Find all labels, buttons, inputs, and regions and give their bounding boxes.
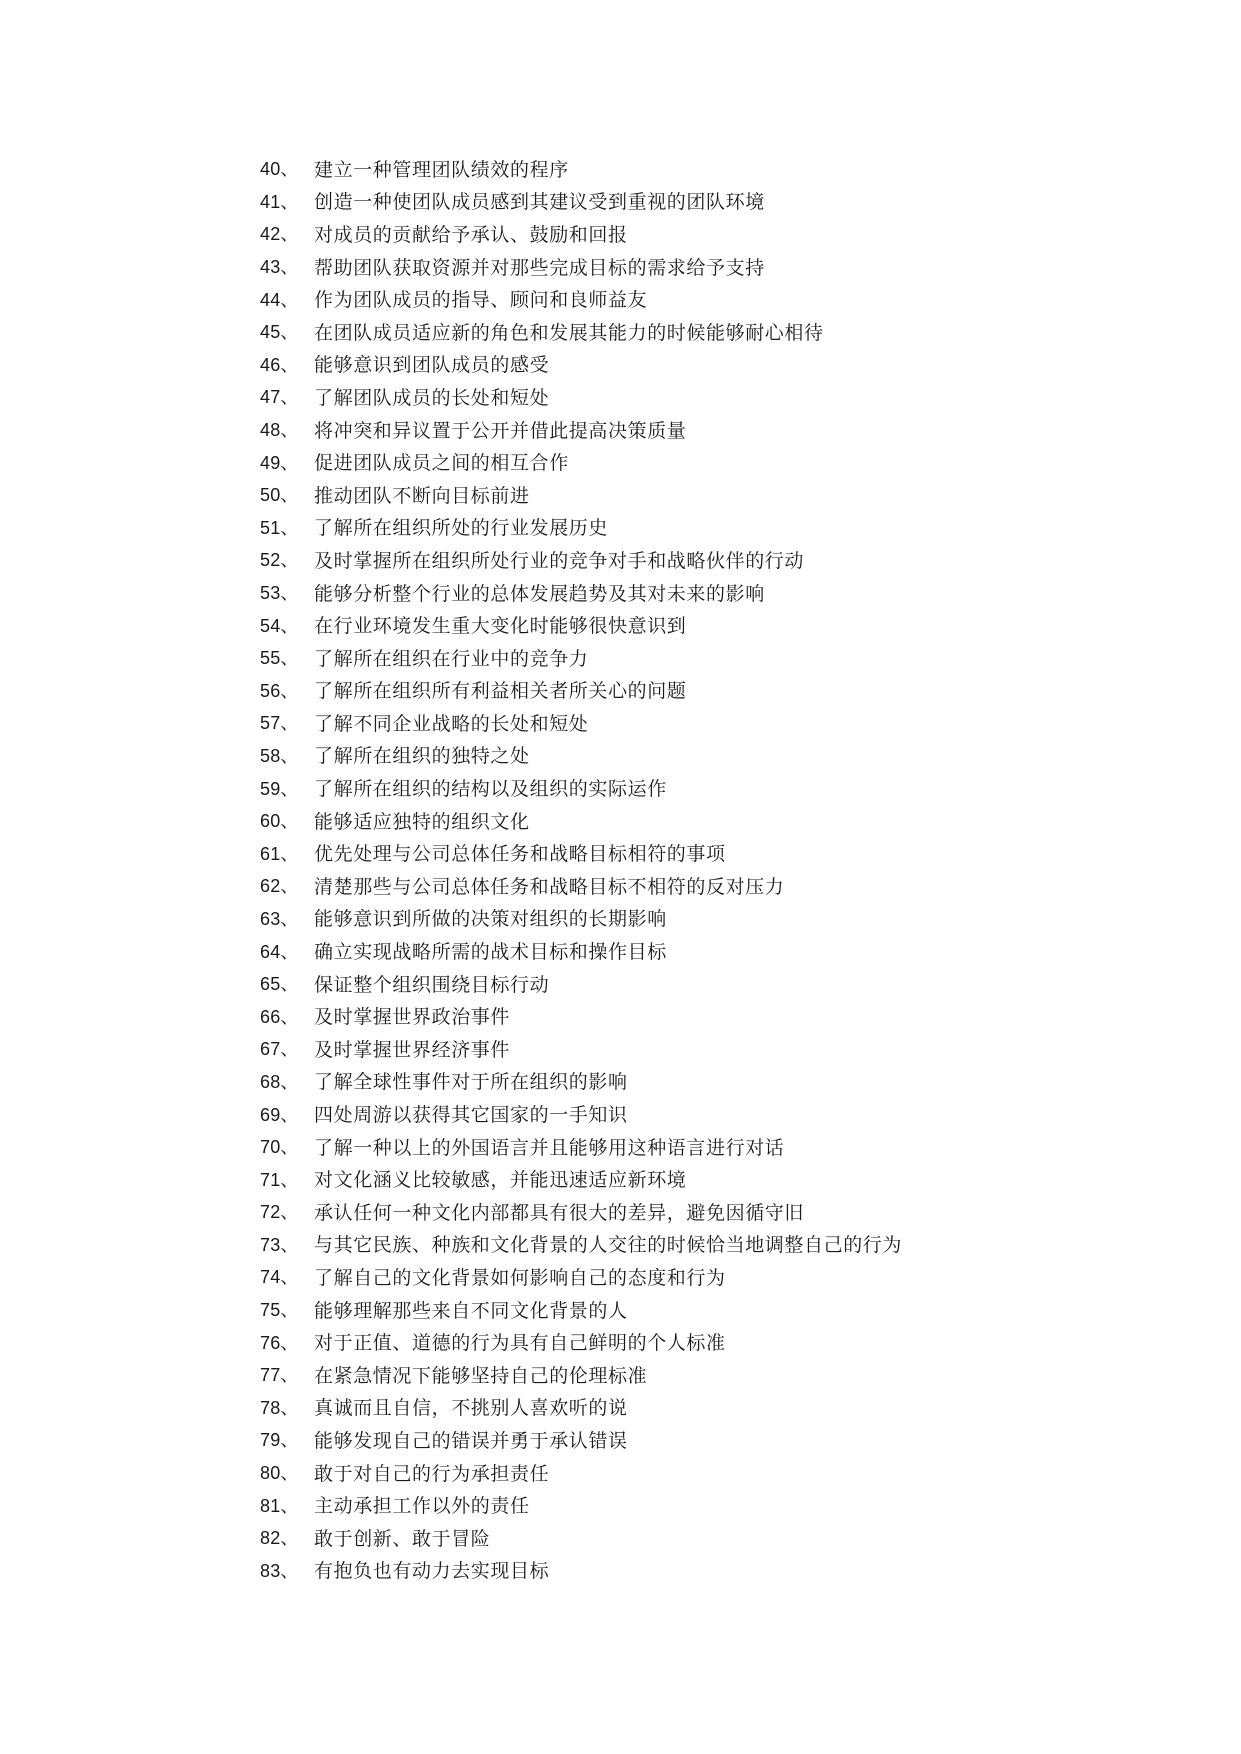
item-number: 59、 [260, 778, 299, 799]
item-text: 了解一种以上的外国语言并且能够用这种语言进行对话 [314, 1136, 785, 1159]
list-item [260, 1130, 1160, 1163]
list-item [260, 967, 1160, 1000]
item-number: 80、 [260, 1463, 299, 1484]
list-item [260, 1391, 1160, 1424]
list-item [260, 1032, 1160, 1065]
item-number: 68、 [260, 1071, 299, 1092]
list-item [260, 348, 1160, 381]
list-item [260, 1065, 1160, 1098]
item-number: 40、 [260, 159, 299, 180]
item-number: 48、 [260, 420, 299, 441]
list-item [260, 543, 1160, 576]
item-text: 能够适应独特的组织文化 [314, 810, 530, 833]
item-text: 能够理解那些来自不同文化背景的人 [314, 1299, 628, 1322]
item-number: 67、 [260, 1039, 299, 1060]
list-item [260, 413, 1160, 446]
item-number: 78、 [260, 1397, 299, 1418]
item-text: 与其它民族、种族和文化背景的人交往的时候恰当地调整自己的行为 [314, 1234, 903, 1257]
list-item [260, 1456, 1160, 1489]
item-text: 在团队成员适应新的角色和发展其能力的时候能够耐心相待 [314, 321, 824, 344]
item-number: 60、 [260, 811, 299, 832]
list-item [260, 836, 1160, 869]
item-text: 推动团队不断向目标前进 [314, 484, 530, 507]
item-number: 46、 [260, 354, 299, 375]
list-item [260, 1325, 1160, 1358]
item-number: 50、 [260, 485, 299, 506]
item-text: 了解自己的文化背景如何影响自己的态度和行为 [314, 1266, 726, 1289]
item-text: 敢于创新、敢于冒险 [314, 1527, 491, 1550]
item-number: 83、 [260, 1560, 299, 1581]
item-number: 58、 [260, 745, 299, 766]
item-text: 确立实现战略所需的战术目标和操作目标 [314, 941, 667, 964]
item-text: 在紧急情况下能够坚持自己的伦理标准 [314, 1364, 648, 1387]
item-text: 建立一种管理团队绩效的程序 [314, 158, 569, 181]
item-text: 在行业环境发生重大变化时能够很快意识到 [314, 615, 687, 638]
item-number: 45、 [260, 322, 299, 343]
list-item [260, 999, 1160, 1032]
item-number: 79、 [260, 1430, 299, 1451]
item-number: 49、 [260, 452, 299, 473]
list-item [260, 934, 1160, 967]
list-item [260, 771, 1160, 804]
list-item [260, 608, 1160, 641]
item-number: 52、 [260, 550, 299, 571]
item-number: 82、 [260, 1528, 299, 1549]
list-item [260, 1195, 1160, 1228]
list-item [260, 250, 1160, 283]
list-item [260, 1097, 1160, 1130]
list-item [260, 217, 1160, 250]
list-item [260, 511, 1160, 544]
item-number: 56、 [260, 680, 299, 701]
item-number: 77、 [260, 1365, 299, 1386]
item-number: 71、 [260, 1169, 299, 1190]
item-number: 55、 [260, 648, 299, 669]
list-item [260, 1423, 1160, 1456]
list-item [260, 445, 1160, 478]
list-item [260, 739, 1160, 772]
item-text: 能够发现自己的错误并勇于承认错误 [314, 1429, 628, 1452]
list-item [260, 315, 1160, 348]
item-text: 保证整个组织围绕目标行动 [314, 973, 550, 996]
item-text: 作为团队成员的指导、顾问和良师益友 [314, 289, 648, 312]
item-text: 促进团队成员之间的相互合作 [314, 452, 569, 475]
item-number: 81、 [260, 1495, 299, 1516]
item-number: 61、 [260, 843, 299, 864]
list-item [260, 380, 1160, 413]
list-item [260, 282, 1160, 315]
item-text: 主动承担工作以外的责任 [314, 1495, 530, 1518]
item-number: 73、 [260, 1234, 299, 1255]
item-text: 了解团队成员的长处和短处 [314, 386, 550, 409]
list-item [260, 804, 1160, 837]
item-text: 敢于对自己的行为承担责任 [314, 1462, 550, 1485]
item-number: 72、 [260, 1202, 299, 1223]
numbered-list [260, 152, 1160, 1586]
item-number: 76、 [260, 1332, 299, 1353]
item-text: 创造一种使团队成员感到其建议受到重视的团队环境 [314, 191, 765, 214]
list-item [260, 674, 1160, 707]
item-text: 对文化涵义比较敏感，并能迅速适应新环境 [314, 1169, 687, 1192]
item-number: 70、 [260, 1137, 299, 1158]
list-item [260, 576, 1160, 609]
item-number: 54、 [260, 615, 299, 636]
list-item [260, 1358, 1160, 1391]
item-number: 75、 [260, 1300, 299, 1321]
list-item [260, 185, 1160, 218]
item-number: 64、 [260, 941, 299, 962]
item-text: 了解不同企业战略的长处和短处 [314, 712, 589, 735]
item-text: 承认任何一种文化内部都具有很大的差异，避免因循守旧 [314, 1201, 805, 1224]
item-number: 69、 [260, 1104, 299, 1125]
item-text: 及时掌握所在组织所处行业的竞争对手和战略伙伴的行动 [314, 549, 805, 572]
item-number: 47、 [260, 387, 299, 408]
item-number: 44、 [260, 289, 299, 310]
list-item [260, 478, 1160, 511]
item-text: 了解所在组织的独特之处 [314, 745, 530, 768]
item-text: 将冲突和异议置于公开并借此提高决策质量 [314, 419, 687, 442]
item-number: 62、 [260, 876, 299, 897]
list-item [260, 1293, 1160, 1326]
item-number: 51、 [260, 517, 299, 538]
item-text: 了解所在组织的结构以及组织的实际运作 [314, 778, 667, 801]
item-number: 53、 [260, 583, 299, 604]
item-number: 74、 [260, 1267, 299, 1288]
list-item [260, 902, 1160, 935]
item-text: 清楚那些与公司总体任务和战略目标不相符的反对压力 [314, 875, 785, 898]
item-number: 63、 [260, 908, 299, 929]
list-item [260, 1228, 1160, 1261]
item-text: 四处周游以获得其它国家的一手知识 [314, 1104, 628, 1127]
item-text: 了解所在组织所处的行业发展历史 [314, 517, 609, 540]
item-text: 有抱负也有动力去实现目标 [314, 1560, 550, 1583]
item-text: 了解所在组织在行业中的竞争力 [314, 647, 589, 670]
item-number: 41、 [260, 191, 299, 212]
item-text: 及时掌握世界经济事件 [314, 1038, 511, 1061]
item-text: 帮助团队获取资源并对那些完成目标的需求给予支持 [314, 256, 765, 279]
item-text: 能够意识到团队成员的感受 [314, 354, 550, 377]
list-item [260, 641, 1160, 674]
list-item [260, 1260, 1160, 1293]
list-item [260, 152, 1160, 185]
item-text: 对成员的贡献给予承认、鼓励和回报 [314, 223, 628, 246]
list-item [260, 706, 1160, 739]
list-item [260, 1488, 1160, 1521]
item-text: 对于正值、道德的行为具有自己鲜明的个人标准 [314, 1332, 726, 1355]
item-text: 了解所在组织所有利益相关者所关心的问题 [314, 680, 687, 703]
item-number: 57、 [260, 713, 299, 734]
item-text: 及时掌握世界政治事件 [314, 1006, 511, 1029]
item-number: 43、 [260, 257, 299, 278]
item-number: 65、 [260, 974, 299, 995]
item-number: 66、 [260, 1006, 299, 1027]
item-text: 了解全球性事件对于所在组织的影响 [314, 1071, 628, 1094]
list-item [260, 1521, 1160, 1554]
item-text: 优先处理与公司总体任务和战略目标相符的事项 [314, 843, 726, 866]
list-item [260, 869, 1160, 902]
item-text: 真诚而且自信，不挑别人喜欢听的说 [314, 1397, 628, 1420]
list-item [260, 1554, 1160, 1587]
item-text: 能够意识到所做的决策对组织的长期影响 [314, 908, 667, 931]
list-item [260, 1162, 1160, 1195]
item-number: 42、 [260, 224, 299, 245]
item-text: 能够分析整个行业的总体发展趋势及其对未来的影响 [314, 582, 765, 605]
